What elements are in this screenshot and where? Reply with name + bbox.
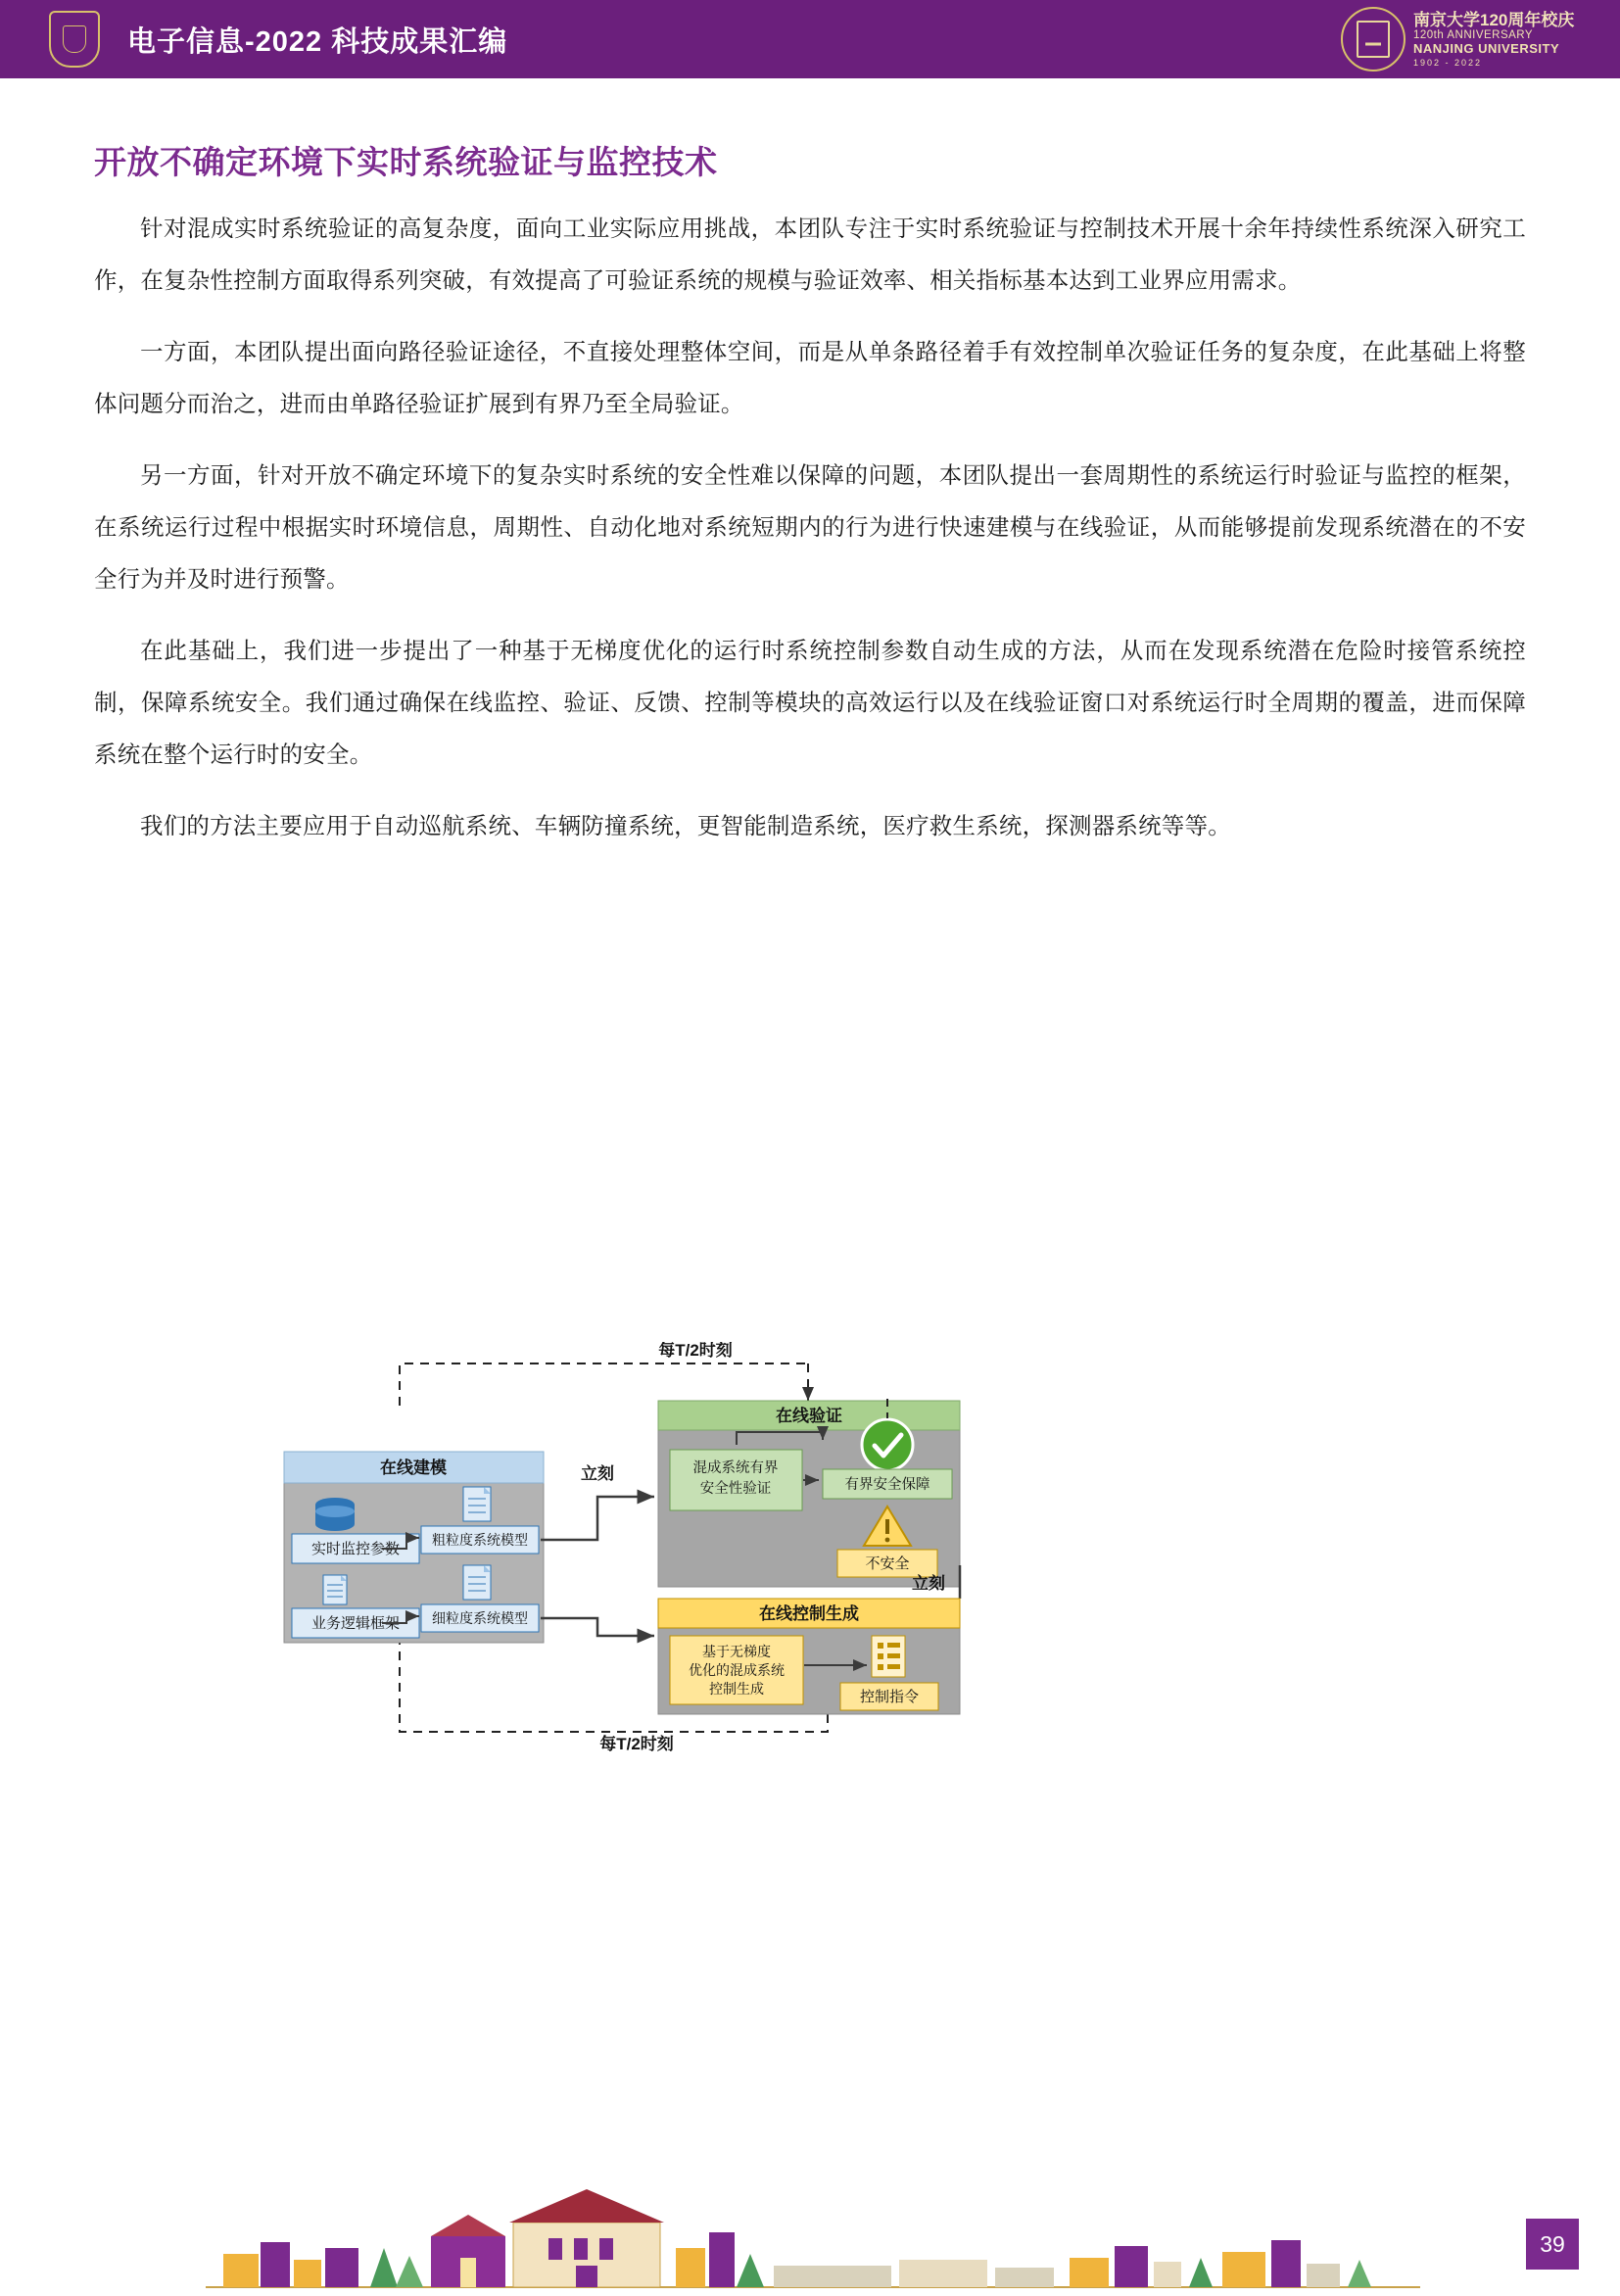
svg-text:立刻: 立刻 [581,1464,614,1483]
campus-skyline-icon [0,2164,1620,2291]
page-title: 开放不确定环境下实时系统验证与监控技术 [94,144,718,180]
logo-line-2: 120th ANNIVERSARY [1413,28,1534,41]
document-body [94,116,1526,852]
svg-text:在线验证: 在线验证 [776,1407,842,1425]
svg-text:不安全: 不安全 [865,1555,910,1572]
svg-text:在线建模: 在线建模 [380,1459,447,1477]
svg-text:优化的混成系统: 优化的混成系统 [689,1662,785,1678]
svg-text:安全性验证: 安全性验证 [699,1481,772,1497]
paragraph: 针对混成实时系统验证的高复杂度，面向工业实际应用挑战，本团队专注于实时系统验证与控制技术开展十余年持续性系统深入研究工作，在复杂性控制方面取得系列突破，有效提高了可验证系统的规模与验证效率、相关指标基本达到工业界应用需求。 [94,215,1526,293]
header-title: 电子信息-2022 科技成果汇编 [127,25,508,58]
svg-text:混成系统有界: 混成系统有界 [692,1460,779,1476]
svg-text:控制指令: 控制指令 [859,1689,920,1705]
svg-text:有界安全保障: 有界安全保障 [844,1477,930,1493]
page-footer [0,2164,1620,2291]
svg-text:在线控制生成: 在线控制生成 [759,1604,859,1623]
page-header [0,0,1620,78]
svg-text:立刻: 立刻 [912,1574,945,1593]
page-number-badge: 39 [1526,2219,1579,2270]
paragraph: 我们的方法主要应用于自动巡航系统、车辆防撞系统，更智能制造系统，医疗救生系统，探测器系统等等。 [140,813,1231,838]
logo-line-3: NANJING UNIVERSITY [1413,40,1560,56]
paragraph: 在此基础上，我们进一步提出了一种基于无梯度优化的运行时系统控制参数自动生成的方法，从而在发现系统潜在危险时接管系统控制，保障系统安全。我们通过确保在线监控、验证、反馈、控制等模块的高效运行以及在线验证窗口对系统运行时全周期的覆盖，进而保障系统在整个运行时的安全。 [94,638,1526,767]
svg-text:基于无梯度: 基于无梯度 [702,1644,771,1659]
logo-line-4: 1902 - 2022 [1413,58,1483,69]
svg-text:粗粒度系统模型: 粗粒度系统模型 [432,1532,528,1548]
svg-text:实时监控参数: 实时监控参数 [310,1541,401,1557]
svg-text:每T/2时刻: 每T/2时刻 [599,1735,674,1753]
paragraph: 另一方面，针对开放不确定环境下的复杂实时系统的安全性难以保障的问题，本团队提出一套周期性的系统运行时验证与监控的框架，在系统运行过程中根据实时环境信息，周期性、自动化地对系统短期内的行为进行快速建模与在线验证，从而能够提前发现系统潜在的不安全行为并及时进行预警。 [94,462,1526,592]
svg-text:每T/2时刻: 每T/2时刻 [658,1342,733,1360]
paragraph: 一方面，本团队提出面向路径验证途径，不直接处理整体空间，而是从单条路径着手有效控制单次验证任务的复杂度，在此基础上将整体问题分而治之，进而由单路径验证扩展到有界乃至全局验证。 [94,339,1526,416]
anniversary-seal-icon [1341,7,1406,72]
svg-text:细粒度系统模型: 细粒度系统模型 [432,1610,528,1626]
svg-text:控制生成: 控制生成 [709,1681,764,1697]
university-crest-icon [49,11,100,68]
logo-line-1: 南京大学120周年校庆 [1413,10,1575,29]
svg-text:业务逻辑框架: 业务逻辑框架 [310,1615,401,1632]
anniversary-logo [1341,6,1575,72]
architecture-diagram [274,1342,1342,1753]
